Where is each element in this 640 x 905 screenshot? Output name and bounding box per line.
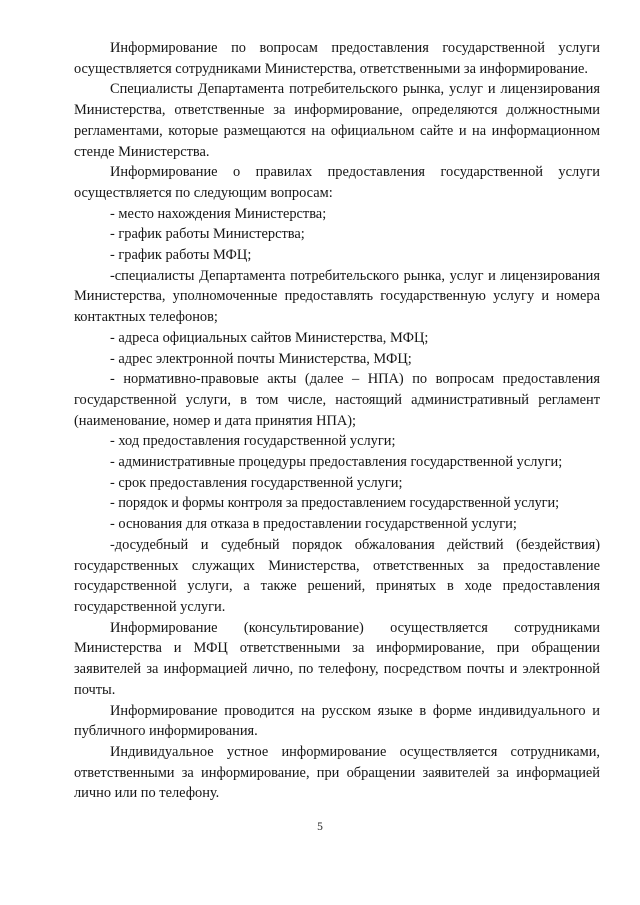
list-item: -досудебный и судебный порядок обжалования действий (бездействия) государственных служащих Министерства, ответственных за предоставление государственной услуги, а также решений, принятых в ходе предоставления государственной услуги. [74,536,600,615]
list-item: - место нахождения Министерства; [110,205,327,222]
list-item: - порядок и формы контроля за предоставлением государственной услуги; [110,495,559,512]
paragraph-language: Информирование проводится на русском языке в форме индивидуального и публичного информирования. [74,702,600,740]
list-item: - основания для отказа в предоставлении государственной услуги; [110,516,517,533]
list-item: - график работы Министерства; [110,226,305,243]
paragraph-informing-staff: Информирование по вопросам предоставления государственной услуги осуществляется сотрудниками Министерства, ответственными за информирование. [74,40,600,77]
list-item: - адреса официальных сайтов Министерства, МФЦ; [110,329,429,346]
list-item: - ход предоставления государственной услуги; [110,433,396,450]
page-number: 5 [317,821,323,833]
paragraph-consulting: Информирование (консультирование) осуществляется сотрудниками Министерства и МФЦ ответственными за информирование, при обращении заявителей за информацией лично, по телефону, посредством почты и электронной почты. [74,619,600,698]
paragraph-informing-topics: Информирование о правилах предоставления государственной услуги осуществляется по следующим вопросам: [74,164,600,201]
list-item: - срок предоставления государственной услуги; [110,474,403,491]
document-body [74,38,600,804]
list-item: - нормативно-правовые акты (далее – НПА) по вопросам предоставления государственной услуги, в том числе, настоящий административный регламент (наименование, номер и дата принятия НПА); [74,371,600,429]
list-item: -специалисты Департамента потребительского рынка, услуг и лицензирования Министерства, уполномоченные предоставлять государственную услугу и номера контактных телефонов; [74,267,600,326]
list-item: - адрес электронной почты Министерства, МФЦ; [110,350,412,367]
list-item: - график работы МФЦ; [110,247,252,264]
list-item: - административные процедуры предоставления государственной услуги; [110,454,563,471]
paragraph-department-specialists: Специалисты Департамента потребительского рынка, услуг и лицензирования Министерства, ответственные за информирование, определяются должностными регламентами, которые размещаются на официальном сайте и на информационном стенде Министерства. [74,81,600,160]
paragraph-oral-informing: Индивидуальное устное информирование осуществляется сотрудниками, ответственными за информирование, при обращении заявителей за информацией лично или по телефону. [74,743,600,802]
